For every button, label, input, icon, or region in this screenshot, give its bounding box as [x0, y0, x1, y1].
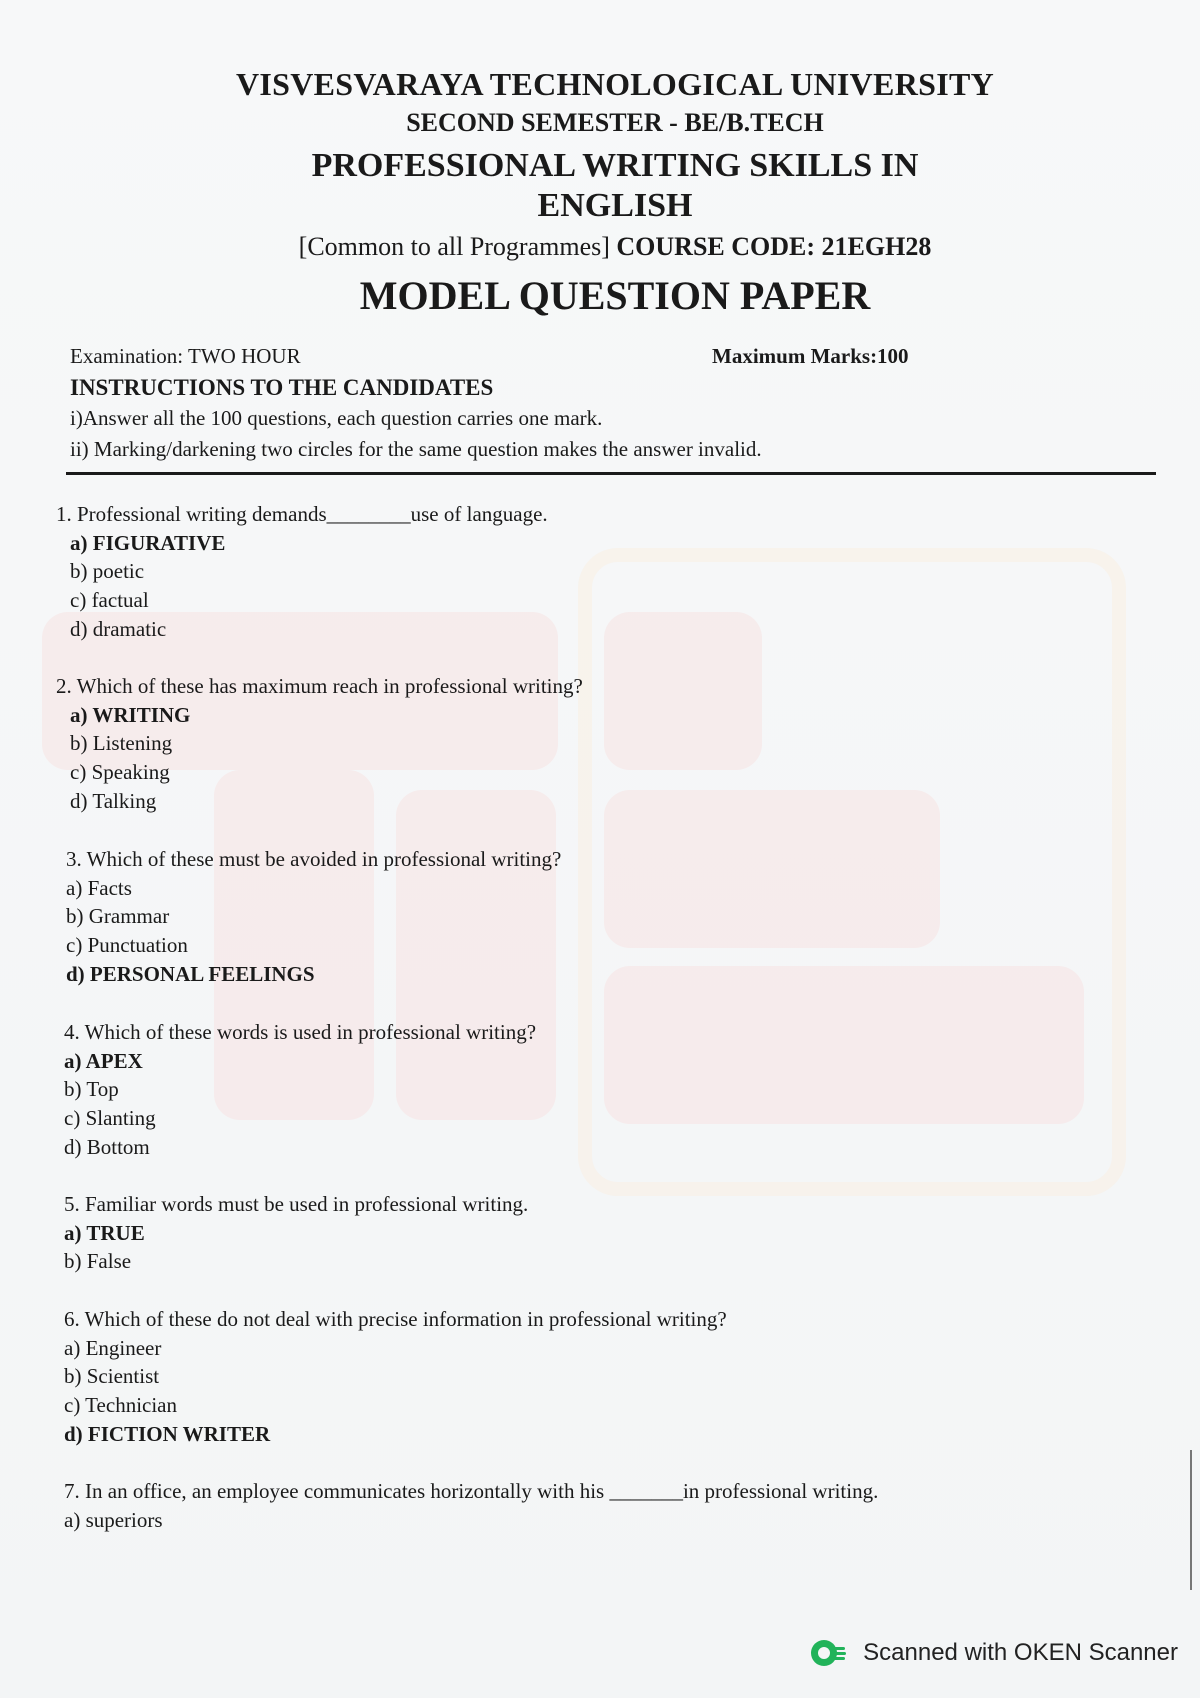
instruction-item: ii) Marking/darkening two circles for the same question makes the answer invalid.: [70, 437, 762, 461]
scan-edge: [1190, 1450, 1192, 1590]
option-b: b) Listening: [70, 731, 173, 756]
university-name: VISVESVARAYA TECHNOLOGICAL UNIVERSITY: [235, 66, 995, 102]
option-b: b) Grammar: [66, 904, 170, 929]
option-b: b) Top: [64, 1077, 119, 1102]
question-5: [50, 1190, 528, 1276]
question-2: [56, 672, 583, 816]
option-a: a) Engineer: [64, 1335, 162, 1360]
question-1: [56, 500, 548, 644]
option-a: a) Facts: [66, 875, 132, 900]
option-d: d) Talking: [70, 788, 157, 813]
option-a: a) TRUE: [64, 1220, 145, 1245]
question-stem: 7. In an office, an employee communicates horizontally with his _______in professional writing.: [64, 1479, 879, 1503]
question-stem: 4. Which of these words is used in professional writing?: [64, 1020, 537, 1044]
option-a: a) APEX: [64, 1048, 143, 1073]
watermark-block: [604, 966, 1084, 1124]
question-stem: 1. Professional writing demands________use of language.: [56, 502, 548, 526]
maximum-marks: Maximum Marks:100: [712, 344, 909, 368]
question-3: [52, 845, 561, 989]
option-d: d) Bottom: [64, 1134, 150, 1159]
option-d: d) FICTION WRITER: [64, 1421, 271, 1446]
paper-type-title: MODEL QUESTION PAPER: [359, 273, 871, 318]
semester-line: SECOND SEMESTER - BE/B.TECH: [406, 108, 824, 137]
question-stem: 5. Familiar words must be used in professional writing.: [64, 1192, 529, 1216]
question-stem: 6. Which of these do not deal with precise information in professional writing?: [64, 1307, 727, 1331]
instructions-heading: INSTRUCTIONS TO THE CANDIDATES: [70, 375, 494, 400]
option-c: c) Speaking: [70, 760, 170, 785]
course-title-line1: PROFESSIONAL WRITING SKILLS IN: [311, 147, 919, 184]
scanner-badge: [809, 1638, 1178, 1668]
examination-duration: Examination: TWO HOUR: [70, 344, 301, 368]
common-note: [Common to all Programmes]: [298, 232, 610, 261]
option-b: b) False: [64, 1249, 132, 1274]
option-c: c) factual: [70, 588, 149, 613]
option-b: b) Scientist: [64, 1364, 160, 1389]
option-b: b) poetic: [70, 559, 145, 584]
header-divider: [66, 472, 1156, 475]
question-4: [50, 1018, 536, 1162]
course-code: COURSE CODE: 21EGH28: [616, 232, 932, 261]
course-title-line2: ENGLISH: [537, 187, 693, 224]
course-info-line: [0, 232, 1200, 262]
instruction-item: i)Answer all the 100 questions, each question carries one mark.: [70, 406, 603, 430]
option-d: d) PERSONAL FEELINGS: [66, 961, 315, 986]
scanner-text: Scanned with OKEN Scanner: [863, 1639, 1178, 1666]
course-title: [0, 146, 1200, 226]
watermark-block: [604, 790, 940, 948]
scanner-logo-icon: [809, 1638, 849, 1668]
option-d: d) dramatic: [70, 616, 167, 641]
question-stem: 3. Which of these must be avoided in professional writing?: [66, 847, 562, 871]
watermark-block: [604, 612, 762, 770]
option-c: c) Technician: [64, 1393, 177, 1418]
question-stem: 2. Which of these has maximum reach in professional writing?: [56, 674, 583, 698]
question-7: [50, 1477, 878, 1534]
question-6: [50, 1305, 727, 1449]
option-c: c) Slanting: [64, 1106, 156, 1131]
option-a: a) superiors: [64, 1507, 163, 1532]
option-c: c) Punctuation: [66, 933, 188, 958]
option-a: a) WRITING: [70, 702, 191, 727]
option-a: a) FIGURATIVE: [70, 530, 226, 555]
